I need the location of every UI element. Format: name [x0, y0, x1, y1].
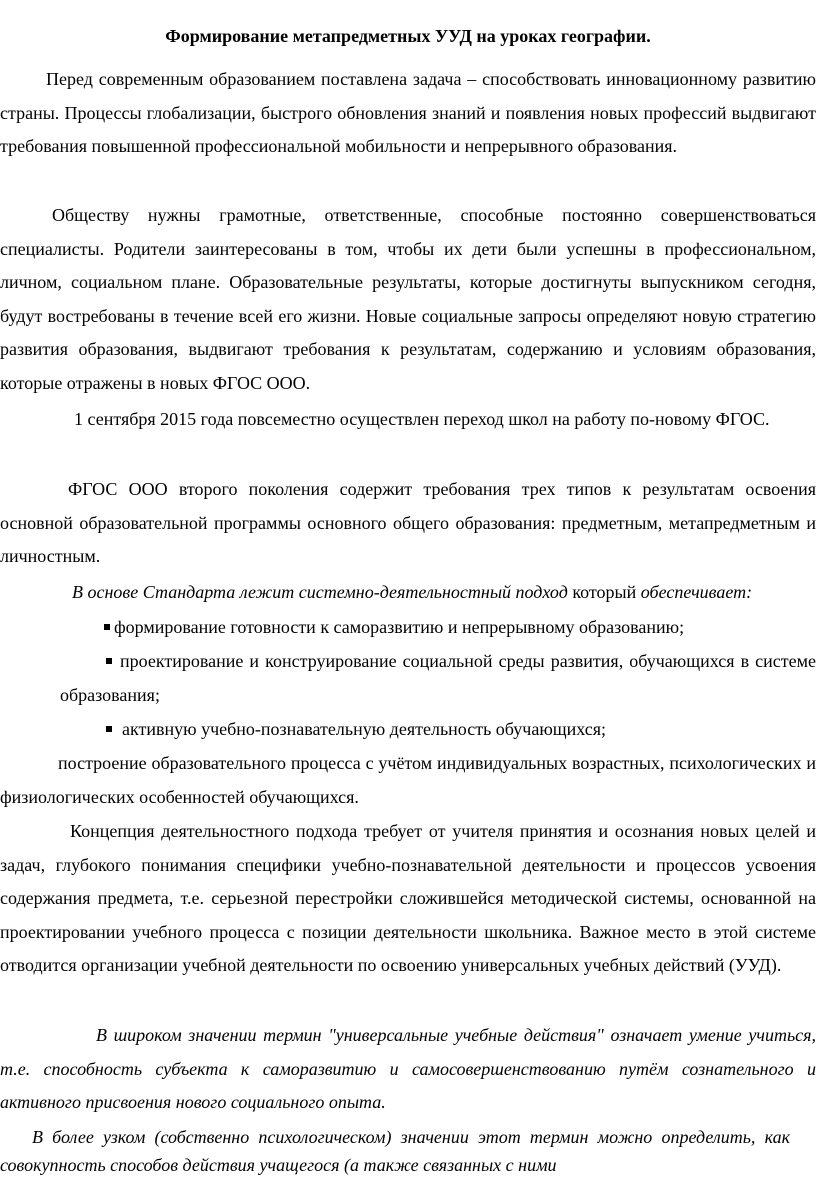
- bullet-item-1: [104, 611, 816, 645]
- p5-italic-tail: обеспечивает:: [640, 582, 753, 602]
- paragraph-2: Обществу нужны грамотные, ответственные, способные постоянно совершенствоваться специалисты. Родители заинтересованы в том, чтобы их дети были успешны в профессиональном, личном, социальном плане. Образовательные результаты, которые достигнуты выпускником сегодня, будут востребованы в течение всей его жизни. Новые социальные запросы определяют новую стратегию развития образования, выдвигают требования к результатам, содержанию и условиям образования, которые отражены в новых ФГОС ООО.: [0, 205, 816, 393]
- paragraph-9: В более узком (собственно психологическом) значении этот термин можно определить, как совокупность способов действия учащегося (а также связанных с ними: [0, 1127, 790, 1175]
- title-text: Формирование метапредметных УУД на уроках географии: [165, 26, 647, 46]
- bullet-text-2: проектирование и конструирование социальной среды развития, обучающихся в системе образования;: [60, 651, 816, 705]
- square-bullet-icon: [104, 624, 110, 630]
- paragraph-1: Перед современным образованием поставлена задача – способствовать инновационному развитию страны. Процессы глобализации, быстрого обновления знаний и появления новых профессий выдвигают требования повышенной профессиональной мобильности и непрерывного образования.: [0, 69, 816, 156]
- document-title: [0, 24, 816, 48]
- p5-normal: который: [567, 582, 641, 602]
- paragraph-4: ФГОС ООО второго поколения содержит требования трех типов к результатам освоения основной образовательной программы основного общего образования: предметным, метапредметным и личностным.: [0, 479, 816, 566]
- paragraph-6: построение образовательного процесса с учётом индивидуальных возрастных, психологических и физиологических особенностей обучающихся.: [0, 753, 816, 807]
- paragraph-7: Концепция деятельностного подхода требует от учителя принятия и осознания новых целей и задач, глубокого понимания специфики учебно-познавательной деятельности и процессов усвоения содержания предмета, т.е. серьезной перестройки сложившейся методической системы, основанной на проектировании учебного процесса с позиции деятельности школьника. Важное место в этой системе отводится организации учебной деятельности по освоению универсальных учебных действий (УУД).: [0, 821, 816, 975]
- square-bullet-icon: [106, 726, 112, 732]
- paragraph-5: [0, 576, 816, 610]
- paragraph-8: В широком значении термин "универсальные учебные действия" означает умение учиться, т.е. способность субъекта к саморазвитию и самосовершенствованию путём сознательного и активного присвоения нового социального опыта.: [0, 1025, 816, 1112]
- square-bullet-icon: [106, 658, 112, 664]
- bullet-item-3: [106, 713, 816, 747]
- p5-italic-lead: В основе Стандарта лежит системно-деятельностный подход: [72, 582, 568, 602]
- bullet-text-3: активную учебно-познавательную деятельность обучающихся;: [122, 719, 607, 739]
- bullet-text-1: формирование готовности к саморазвитию и непрерывному образованию;: [114, 617, 685, 637]
- paragraph-3: 1 сентября 2015 года повсеместно осуществлен переход школ на работу по-новому ФГОС.: [74, 409, 770, 429]
- title-period: .: [646, 26, 651, 46]
- bullet-item-2: [60, 645, 816, 712]
